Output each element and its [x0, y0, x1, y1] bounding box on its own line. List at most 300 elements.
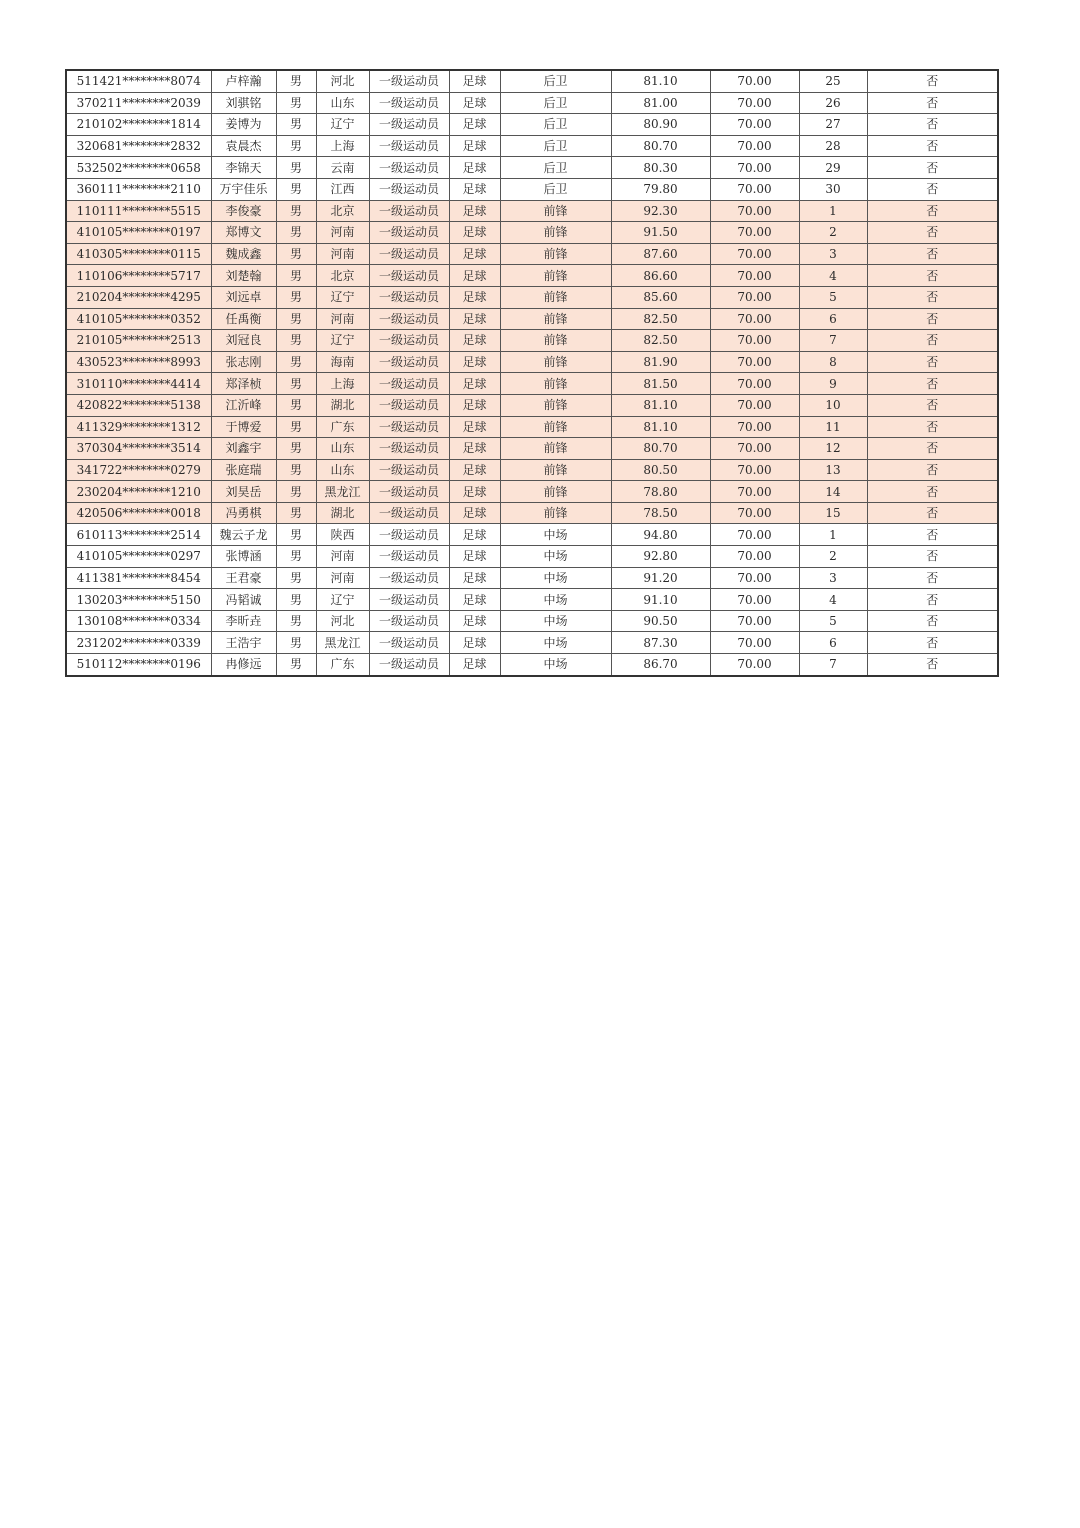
province-cell: 河南 [316, 243, 369, 265]
province-cell: 河南 [316, 567, 369, 589]
score-cell: 81.90 [611, 351, 710, 373]
cutoff-score-cell: 70.00 [710, 524, 799, 546]
id-number-cell: 420822********5138 [66, 394, 211, 416]
rank-cell: 2 [799, 222, 867, 244]
flag-cell: 否 [867, 373, 998, 395]
name-cell: 张志刚 [211, 351, 276, 373]
gender-cell: 男 [276, 654, 316, 676]
sport-cell: 足球 [449, 459, 500, 481]
position-cell: 前锋 [500, 416, 611, 438]
rank-cell: 13 [799, 459, 867, 481]
table-row [66, 438, 998, 460]
position-cell: 前锋 [500, 308, 611, 330]
cutoff-score-cell: 70.00 [710, 502, 799, 524]
table-row [66, 330, 998, 352]
name-cell: 江沂峰 [211, 394, 276, 416]
athlete-level-cell: 一级运动员 [369, 135, 449, 157]
position-cell: 中场 [500, 632, 611, 654]
rank-cell: 6 [799, 308, 867, 330]
id-number-cell: 110106********5717 [66, 265, 211, 287]
name-cell: 冯韬诚 [211, 589, 276, 611]
province-cell: 广东 [316, 654, 369, 676]
flag-cell: 否 [867, 351, 998, 373]
cutoff-score-cell: 70.00 [710, 416, 799, 438]
position-cell: 中场 [500, 654, 611, 676]
flag-cell: 否 [867, 114, 998, 136]
flag-cell: 否 [867, 243, 998, 265]
score-cell: 86.60 [611, 265, 710, 287]
score-cell: 91.50 [611, 222, 710, 244]
id-number-cell: 110111********5515 [66, 200, 211, 222]
score-cell: 91.10 [611, 589, 710, 611]
name-cell: 刘鑫宇 [211, 438, 276, 460]
name-cell: 刘昊岳 [211, 481, 276, 503]
table-row [66, 308, 998, 330]
athlete-level-cell: 一级运动员 [369, 330, 449, 352]
flag-cell: 否 [867, 330, 998, 352]
table-row [66, 157, 998, 179]
cutoff-score-cell: 70.00 [710, 200, 799, 222]
sport-cell: 足球 [449, 524, 500, 546]
cutoff-score-cell: 70.00 [710, 286, 799, 308]
sport-cell: 足球 [449, 632, 500, 654]
flag-cell: 否 [867, 589, 998, 611]
sport-cell: 足球 [449, 286, 500, 308]
name-cell: 李昕垚 [211, 610, 276, 632]
name-cell: 魏云子龙 [211, 524, 276, 546]
province-cell: 湖北 [316, 394, 369, 416]
table-row [66, 135, 998, 157]
table-row [66, 394, 998, 416]
flag-cell: 否 [867, 157, 998, 179]
rank-cell: 12 [799, 438, 867, 460]
athlete-level-cell: 一级运动员 [369, 114, 449, 136]
athlete-level-cell: 一级运动员 [369, 567, 449, 589]
score-cell: 82.50 [611, 308, 710, 330]
rank-cell: 5 [799, 286, 867, 308]
id-number-cell: 341722********0279 [66, 459, 211, 481]
position-cell: 后卫 [500, 114, 611, 136]
province-cell: 黑龙江 [316, 632, 369, 654]
name-cell: 李锦天 [211, 157, 276, 179]
position-cell: 前锋 [500, 502, 611, 524]
athlete-level-cell: 一级运动员 [369, 178, 449, 200]
athlete-level-cell: 一级运动员 [369, 524, 449, 546]
sport-cell: 足球 [449, 222, 500, 244]
province-cell: 辽宁 [316, 286, 369, 308]
score-cell: 81.10 [611, 416, 710, 438]
position-cell: 中场 [500, 546, 611, 568]
id-number-cell: 370304********3514 [66, 438, 211, 460]
athlete-level-cell: 一级运动员 [369, 589, 449, 611]
sport-cell: 足球 [449, 438, 500, 460]
id-number-cell: 130203********5150 [66, 589, 211, 611]
id-number-cell: 511421********8074 [66, 70, 211, 92]
table-row [66, 286, 998, 308]
gender-cell: 男 [276, 632, 316, 654]
flag-cell: 否 [867, 178, 998, 200]
province-cell: 河北 [316, 610, 369, 632]
table-row [66, 654, 998, 676]
gender-cell: 男 [276, 373, 316, 395]
name-cell: 冉修远 [211, 654, 276, 676]
id-number-cell: 610113********2514 [66, 524, 211, 546]
table-row [66, 243, 998, 265]
position-cell: 中场 [500, 610, 611, 632]
rank-cell: 27 [799, 114, 867, 136]
flag-cell: 否 [867, 394, 998, 416]
flag-cell: 否 [867, 481, 998, 503]
table-row [66, 178, 998, 200]
table-row [66, 567, 998, 589]
province-cell: 河南 [316, 546, 369, 568]
province-cell: 海南 [316, 351, 369, 373]
province-cell: 黑龙江 [316, 481, 369, 503]
score-cell: 81.50 [611, 373, 710, 395]
sport-cell: 足球 [449, 654, 500, 676]
gender-cell: 男 [276, 330, 316, 352]
gender-cell: 男 [276, 502, 316, 524]
rank-cell: 1 [799, 524, 867, 546]
score-cell: 80.90 [611, 114, 710, 136]
id-number-cell: 320681********2832 [66, 135, 211, 157]
name-cell: 郑博文 [211, 222, 276, 244]
province-cell: 辽宁 [316, 114, 369, 136]
cutoff-score-cell: 70.00 [710, 330, 799, 352]
gender-cell: 男 [276, 546, 316, 568]
cutoff-score-cell: 70.00 [710, 92, 799, 114]
table-row [66, 265, 998, 287]
province-cell: 上海 [316, 135, 369, 157]
position-cell: 前锋 [500, 243, 611, 265]
score-cell: 86.70 [611, 654, 710, 676]
id-number-cell: 411329********1312 [66, 416, 211, 438]
flag-cell: 否 [867, 308, 998, 330]
province-cell: 江西 [316, 178, 369, 200]
flag-cell: 否 [867, 200, 998, 222]
name-cell: 刘骐铭 [211, 92, 276, 114]
athlete-level-cell: 一级运动员 [369, 438, 449, 460]
sport-cell: 足球 [449, 610, 500, 632]
table-row [66, 459, 998, 481]
flag-cell: 否 [867, 502, 998, 524]
table-row [66, 524, 998, 546]
table-row [66, 481, 998, 503]
rank-cell: 2 [799, 546, 867, 568]
province-cell: 辽宁 [316, 330, 369, 352]
sport-cell: 足球 [449, 265, 500, 287]
position-cell: 前锋 [500, 481, 611, 503]
athlete-level-cell: 一级运动员 [369, 546, 449, 568]
score-cell: 79.80 [611, 178, 710, 200]
province-cell: 山东 [316, 92, 369, 114]
name-cell: 卢梓瀚 [211, 70, 276, 92]
cutoff-score-cell: 70.00 [710, 222, 799, 244]
name-cell: 姜博为 [211, 114, 276, 136]
cutoff-score-cell: 70.00 [710, 632, 799, 654]
score-cell: 85.60 [611, 286, 710, 308]
gender-cell: 男 [276, 351, 316, 373]
name-cell: 郑泽桢 [211, 373, 276, 395]
sport-cell: 足球 [449, 502, 500, 524]
gender-cell: 男 [276, 459, 316, 481]
id-number-cell: 310110********4414 [66, 373, 211, 395]
athlete-level-cell: 一级运动员 [369, 610, 449, 632]
sport-cell: 足球 [449, 394, 500, 416]
rank-cell: 3 [799, 567, 867, 589]
athlete-level-cell: 一级运动员 [369, 308, 449, 330]
athlete-level-cell: 一级运动员 [369, 481, 449, 503]
position-cell: 前锋 [500, 459, 611, 481]
rank-cell: 9 [799, 373, 867, 395]
sport-cell: 足球 [449, 70, 500, 92]
score-cell: 92.30 [611, 200, 710, 222]
rank-cell: 29 [799, 157, 867, 179]
cutoff-score-cell: 70.00 [710, 157, 799, 179]
position-cell: 中场 [500, 589, 611, 611]
sport-cell: 足球 [449, 157, 500, 179]
table-row [66, 610, 998, 632]
position-cell: 前锋 [500, 330, 611, 352]
rank-cell: 11 [799, 416, 867, 438]
rank-cell: 1 [799, 200, 867, 222]
sport-cell: 足球 [449, 330, 500, 352]
flag-cell: 否 [867, 524, 998, 546]
gender-cell: 男 [276, 394, 316, 416]
gender-cell: 男 [276, 178, 316, 200]
rank-cell: 26 [799, 92, 867, 114]
athlete-level-cell: 一级运动员 [369, 654, 449, 676]
score-cell: 78.50 [611, 502, 710, 524]
table-row [66, 351, 998, 373]
table-row [66, 222, 998, 244]
score-cell: 94.80 [611, 524, 710, 546]
id-number-cell: 410305********0115 [66, 243, 211, 265]
position-cell: 后卫 [500, 135, 611, 157]
score-cell: 80.30 [611, 157, 710, 179]
score-cell: 81.10 [611, 394, 710, 416]
gender-cell: 男 [276, 243, 316, 265]
rank-cell: 28 [799, 135, 867, 157]
flag-cell: 否 [867, 265, 998, 287]
province-cell: 北京 [316, 200, 369, 222]
table-row [66, 546, 998, 568]
province-cell: 云南 [316, 157, 369, 179]
athlete-level-cell: 一级运动员 [369, 222, 449, 244]
position-cell: 后卫 [500, 70, 611, 92]
gender-cell: 男 [276, 308, 316, 330]
gender-cell: 男 [276, 286, 316, 308]
province-cell: 河南 [316, 222, 369, 244]
sport-cell: 足球 [449, 589, 500, 611]
name-cell: 王君豪 [211, 567, 276, 589]
position-cell: 前锋 [500, 286, 611, 308]
gender-cell: 男 [276, 481, 316, 503]
rank-cell: 15 [799, 502, 867, 524]
sport-cell: 足球 [449, 373, 500, 395]
score-cell: 80.70 [611, 438, 710, 460]
gender-cell: 男 [276, 416, 316, 438]
flag-cell: 否 [867, 654, 998, 676]
id-number-cell: 420506********0018 [66, 502, 211, 524]
name-cell: 刘冠良 [211, 330, 276, 352]
score-cell: 81.00 [611, 92, 710, 114]
table-row [66, 114, 998, 136]
position-cell: 前锋 [500, 394, 611, 416]
rank-cell: 5 [799, 610, 867, 632]
id-number-cell: 370211********2039 [66, 92, 211, 114]
id-number-cell: 130108********0334 [66, 610, 211, 632]
position-cell: 前锋 [500, 438, 611, 460]
score-cell: 90.50 [611, 610, 710, 632]
rank-cell: 4 [799, 265, 867, 287]
score-cell: 87.30 [611, 632, 710, 654]
sport-cell: 足球 [449, 308, 500, 330]
flag-cell: 否 [867, 546, 998, 568]
rank-cell: 14 [799, 481, 867, 503]
cutoff-score-cell: 70.00 [710, 481, 799, 503]
position-cell: 后卫 [500, 92, 611, 114]
cutoff-score-cell: 70.00 [710, 654, 799, 676]
name-cell: 张庭瑞 [211, 459, 276, 481]
cutoff-score-cell: 70.00 [710, 135, 799, 157]
roster-body [66, 70, 998, 676]
gender-cell: 男 [276, 567, 316, 589]
id-number-cell: 360111********2110 [66, 178, 211, 200]
athlete-level-cell: 一级运动员 [369, 351, 449, 373]
athlete-level-cell: 一级运动员 [369, 459, 449, 481]
athlete-level-cell: 一级运动员 [369, 632, 449, 654]
province-cell: 北京 [316, 265, 369, 287]
athlete-level-cell: 一级运动员 [369, 70, 449, 92]
province-cell: 陕西 [316, 524, 369, 546]
province-cell: 湖北 [316, 502, 369, 524]
athlete-level-cell: 一级运动员 [369, 157, 449, 179]
rank-cell: 4 [799, 589, 867, 611]
cutoff-score-cell: 70.00 [710, 567, 799, 589]
athlete-level-cell: 一级运动员 [369, 265, 449, 287]
score-cell: 82.50 [611, 330, 710, 352]
position-cell: 中场 [500, 567, 611, 589]
name-cell: 王浩宇 [211, 632, 276, 654]
flag-cell: 否 [867, 459, 998, 481]
cutoff-score-cell: 70.00 [710, 438, 799, 460]
position-cell: 前锋 [500, 222, 611, 244]
position-cell: 前锋 [500, 373, 611, 395]
id-number-cell: 410105********0352 [66, 308, 211, 330]
id-number-cell: 510112********0196 [66, 654, 211, 676]
cutoff-score-cell: 70.00 [710, 70, 799, 92]
name-cell: 于博爱 [211, 416, 276, 438]
rank-cell: 3 [799, 243, 867, 265]
gender-cell: 男 [276, 438, 316, 460]
gender-cell: 男 [276, 114, 316, 136]
gender-cell: 男 [276, 524, 316, 546]
rank-cell: 30 [799, 178, 867, 200]
id-number-cell: 210105********2513 [66, 330, 211, 352]
table-row [66, 502, 998, 524]
sport-cell: 足球 [449, 546, 500, 568]
score-cell: 92.80 [611, 546, 710, 568]
rank-cell: 7 [799, 654, 867, 676]
score-cell: 81.10 [611, 70, 710, 92]
rank-cell: 10 [799, 394, 867, 416]
flag-cell: 否 [867, 135, 998, 157]
sport-cell: 足球 [449, 567, 500, 589]
id-number-cell: 210102********1814 [66, 114, 211, 136]
gender-cell: 男 [276, 92, 316, 114]
flag-cell: 否 [867, 222, 998, 244]
province-cell: 广东 [316, 416, 369, 438]
athlete-level-cell: 一级运动员 [369, 373, 449, 395]
athlete-level-cell: 一级运动员 [369, 394, 449, 416]
position-cell: 后卫 [500, 178, 611, 200]
position-cell: 前锋 [500, 265, 611, 287]
name-cell: 袁晨杰 [211, 135, 276, 157]
province-cell: 河北 [316, 70, 369, 92]
name-cell: 冯勇棋 [211, 502, 276, 524]
id-number-cell: 210204********4295 [66, 286, 211, 308]
flag-cell: 否 [867, 610, 998, 632]
id-number-cell: 430523********8993 [66, 351, 211, 373]
gender-cell: 男 [276, 70, 316, 92]
sport-cell: 足球 [449, 481, 500, 503]
flag-cell: 否 [867, 92, 998, 114]
province-cell: 山东 [316, 438, 369, 460]
sport-cell: 足球 [449, 351, 500, 373]
score-cell: 78.80 [611, 481, 710, 503]
sport-cell: 足球 [449, 416, 500, 438]
table-row [66, 70, 998, 92]
flag-cell: 否 [867, 567, 998, 589]
sport-cell: 足球 [449, 178, 500, 200]
gender-cell: 男 [276, 589, 316, 611]
gender-cell: 男 [276, 135, 316, 157]
position-cell: 后卫 [500, 157, 611, 179]
athlete-roster-table [65, 69, 999, 677]
sport-cell: 足球 [449, 135, 500, 157]
cutoff-score-cell: 70.00 [710, 373, 799, 395]
id-number-cell: 231202********0339 [66, 632, 211, 654]
score-cell: 87.60 [611, 243, 710, 265]
flag-cell: 否 [867, 70, 998, 92]
rank-cell: 8 [799, 351, 867, 373]
name-cell: 李俊豪 [211, 200, 276, 222]
cutoff-score-cell: 70.00 [710, 308, 799, 330]
sport-cell: 足球 [449, 114, 500, 136]
flag-cell: 否 [867, 416, 998, 438]
gender-cell: 男 [276, 200, 316, 222]
gender-cell: 男 [276, 610, 316, 632]
table-row [66, 589, 998, 611]
cutoff-score-cell: 70.00 [710, 589, 799, 611]
table-row [66, 200, 998, 222]
flag-cell: 否 [867, 286, 998, 308]
province-cell: 河南 [316, 308, 369, 330]
name-cell: 刘远卓 [211, 286, 276, 308]
name-cell: 张博涵 [211, 546, 276, 568]
cutoff-score-cell: 70.00 [710, 351, 799, 373]
name-cell: 任禹衡 [211, 308, 276, 330]
id-number-cell: 410105********0297 [66, 546, 211, 568]
province-cell: 山东 [316, 459, 369, 481]
athlete-level-cell: 一级运动员 [369, 243, 449, 265]
name-cell: 万宇佳乐 [211, 178, 276, 200]
cutoff-score-cell: 70.00 [710, 546, 799, 568]
score-cell: 80.70 [611, 135, 710, 157]
cutoff-score-cell: 70.00 [710, 265, 799, 287]
sport-cell: 足球 [449, 92, 500, 114]
